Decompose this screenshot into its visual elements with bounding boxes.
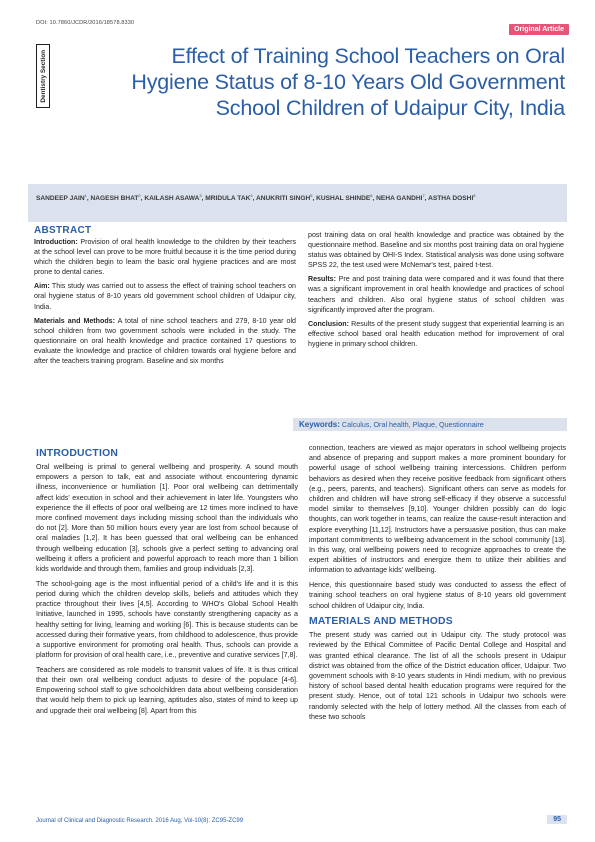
abstract-heading: ABSTRACT xyxy=(34,225,92,236)
doi-text: DOI: 10.7860/JCDR/2016/18578.8330 xyxy=(36,20,135,26)
methods-label: Materials and Methods: xyxy=(34,316,115,325)
aim-text: This study was carried out to assess the effect of training school teachers on oral hygiene status of 8-10 years old government school children of Udaipur city, India. xyxy=(34,282,296,311)
intro-paragraph-5: Hence, this questionnaire based study was conducted to assess the effect of training school teachers on oral hygiene status of 8-10 years old government school children of Udaipur city, India. xyxy=(309,581,566,610)
intro-text: Provision of oral health knowledge to the children by their teachers at the school level can prove to be more fruitful because it is the time period during which the children begin to learn the basic oral hygiene practices and are most prone to dental caries. xyxy=(34,238,296,277)
introduction-heading: INTRODUCTION xyxy=(36,448,119,459)
methods-heading: MATERIALS AND METHODS xyxy=(309,616,453,628)
abstract-conclusion xyxy=(308,319,564,349)
intro-label: Introduction: xyxy=(34,238,78,246)
abstract-right-column xyxy=(308,230,564,353)
abstract xyxy=(28,224,567,417)
author-name: MRIDULA TAK xyxy=(205,195,251,203)
author-affiliation-mark: 1 xyxy=(84,193,87,198)
author-name: SANDEEP JAIN xyxy=(36,195,85,203)
abstract-left-column xyxy=(34,224,296,370)
author-name: KUSHAL SHINDE xyxy=(316,195,371,203)
aim-label: Aim: xyxy=(34,282,50,291)
author-name: NEHA GANDHI xyxy=(376,195,423,203)
keywords-band xyxy=(293,418,567,431)
results-label: Results: xyxy=(308,275,336,284)
author-affiliation-mark: 6 xyxy=(370,193,373,198)
section-label: Dentistry Section xyxy=(39,49,47,103)
keywords-text: Calculus, Oral health, Plaque, Questionnaire xyxy=(341,420,484,429)
intro-paragraph-2: The school-going age is the most influential period of a child's life and it is this period during which the children develop skills, beliefs and attitudes which they practice throughout their lives [4,5]. According to WHO's Global School Health Initiative, launched in 1995, schools have constantly strengthening capacity as a healthy setting for living, learning and working [6]. This is because students can be accessed during their formative years, from childhood to adolescence, thus provide a supportive environment for promoting oral health. Thus, schools can provide a platform for provision of oral health care, i.e., preventive and curative services [7,8]. xyxy=(36,579,298,660)
author-affiliation-mark: 3 xyxy=(199,193,202,198)
body-right-column xyxy=(309,443,566,727)
authors-list: SANDEEP JAIN$^1$, NAGESH BHAT$^2$, KAILASH ASAWA$^3$, MRIDULA TAK$^4$, ANUKRITI SINGH$^5$, KUSHAL SHINDE$^6$, NEHA GANDHI$^7$, ASTHA DOSHI$^8$ xyxy=(36,193,476,203)
author-name: NAGESH BHAT xyxy=(90,195,139,203)
abstract-introduction xyxy=(34,237,296,277)
intro-paragraph-4: connection, teachers are viewed as major operators in school wellbeing projects and absence of preparing and support makes a more prominent boundary for powerful usage of school wellbeing training intercessions. Children perform behaviors as desired when they receive positive feedback from significant others (e.g., peers, parents, and teachers). Significant others can serve as models for children and children will have strong self-efficacy if they observe a successful model similar to themselves [9,10]. Younger children possibly can do logic thoughts, can work together in teams, can realize the cause-result interaction and explore everything [11,12]. Instructors have a persuasive position, thus can make important commitments to wellbeing advancement in the school community [13]. In this way, oral wellbeing powers need to recognize approaches to create the expert abilities of instructors and energize them to utilize their abilities and information to advantage kids' wellbeing. xyxy=(309,444,566,575)
intro-paragraph-3: Teachers are considered as role models to transmit values of life. It is thus critical that their own oral wellbeing conduct adjusts to desire of the populace [4-6]. Empowering school staff to give schoolchildren data about wellbeing consideration that would help them to pick up learning, aptitudes also, states of mind to keep up and upgrade their oral wellbeing [8]. Apart from this xyxy=(36,665,298,715)
authors-band xyxy=(28,184,567,222)
keywords-label: Keywords: xyxy=(299,420,340,429)
author-affiliation-mark: 4 xyxy=(250,193,253,198)
author-affiliation-mark: 8 xyxy=(473,193,476,198)
conclusion-text: Results of the present study suggest that experiential learning is an effective school based oral health education method for improvement of oral hygiene in primary school children. xyxy=(308,319,564,348)
abstract-results xyxy=(308,274,564,314)
results-text: Pre and post training data were compared and it was found that there was a significant improvement in oral health knowledge and practices of school teachers and children. Also oral hygiene status of school children was significantly improved after the program. xyxy=(308,275,564,314)
author-affiliation-mark: 5 xyxy=(310,193,313,198)
conclusion-label: Conclusion: xyxy=(308,319,349,328)
methods-text: A total of nine school teachers and 279, 8-10 year old school children from two government schools were included in the study. The questionnaire on oral health knowledge and practice contained 17 questions to evaluate the knowledge and practice of children towards oral hygiene before and after the teachers training program. Baseline and six months xyxy=(34,316,296,366)
page-number: 95 xyxy=(547,815,567,824)
article-title: Effect of Training School Teachers on Oral Hygiene Status of 8-10 Years Old Government School Children of Udaipur City, India xyxy=(131,44,565,120)
abstract-aim xyxy=(34,281,296,311)
author-affiliation-mark: 2 xyxy=(138,193,141,198)
article-type-badge: Original Article xyxy=(509,24,569,35)
body-left-column xyxy=(36,447,298,720)
author-name: KAILASH ASAWA xyxy=(144,195,200,203)
author-name: ASTHA DOSHI xyxy=(428,195,474,203)
author-name: ANUKRITI SINGH xyxy=(256,195,311,203)
author-affiliation-mark: 7 xyxy=(422,193,425,198)
journal-footer: Journal of Clinical and Diagnostic Research. 2016 Aug, Vol-10(8): ZC95-ZC99 xyxy=(36,818,244,824)
intro-paragraph-1: Oral wellbeing is primal to general wellbeing and prosperity. A sound mouth empowers a person to talk, eat and associate without encountering dynamic illness, inconvenience or humiliation [1]. Poor oral wellbeing can detrimentally affect kids' execution in school and their achievement in later life. Youngsters who experience the ill effects of poor oral wellbeing are 12 times more inclined to have more confined movement days including missing school than the individuals who do not [2]. More than 50 million hours every year are lost from school because of oral maladies [1,2]. It has been guessed that oral wellbeing can be enhanced through wellbeing education [3], schools give a perfect setting to advancing oral wellbeing it offers a proficient and powerful approach to reach more than 1 billion kids worldwide and through them, families and group individuals [2,3]. xyxy=(36,463,298,574)
methods-paragraph-1: The present study was carried out in Udaipur city. The study protocol was reviewed by the Ethical Committee of Pacific Dental College and Hospital and was granted ethical clearance. The list of all the schools present in Udaipur district was obtained from the office of the District education officer, Udaipur. Two government schools with 8-10 years students in Hindi medium, with no previous history of school based dental health education programs were required for the present study. Hence, out of total 121 schools in Udaipur two schools were randomly selected with the help of lottery method. All the classes from each of these two schools xyxy=(309,631,566,721)
section-tab xyxy=(36,44,50,108)
abstract-methods-continued: post training data on oral health knowledge and practice was obtained by the questionnaire method. Baseline and six months post training data on oral hygiene status was obtained by OHI-S Index. Statistical analysis was done using software SPSS 22, the test used were McNemar's test, paired t-test. xyxy=(308,231,564,270)
abstract-methods xyxy=(34,316,296,366)
